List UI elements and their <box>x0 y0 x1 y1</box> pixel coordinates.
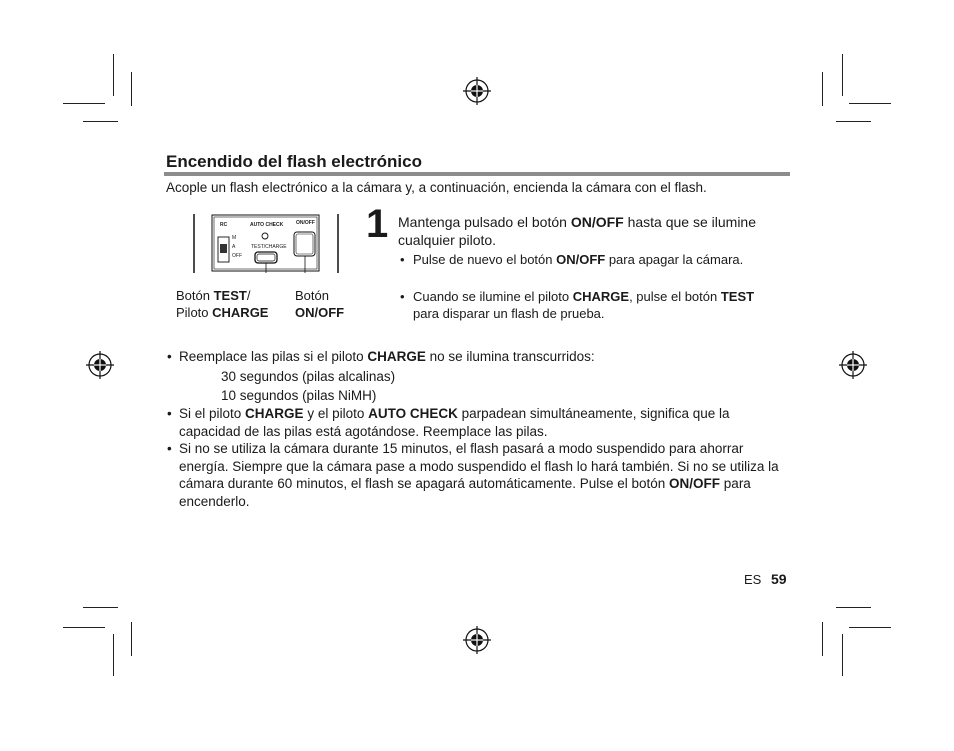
panel-switch-opt-a: A <box>232 244 236 250</box>
footer-lang: ES <box>744 572 762 587</box>
crop-mark-tr-v2 <box>822 72 823 106</box>
step-bullet: • Cuando se ilumine el piloto CHARGE, pulse el botón TEST para disparar un flash de prueba. <box>400 289 755 321</box>
crop-mark-br-v2 <box>842 634 843 676</box>
panel-onoff-label: ON/OFF <box>296 220 315 226</box>
crop-mark-br-v1 <box>822 622 823 656</box>
note-item: • Reemplace las pilas si el piloto CHARGE no se ilumina transcurridos: <box>167 349 595 364</box>
registration-mark-icon-right <box>838 350 868 380</box>
note-subline: 30 segundos (pilas alcalinas) <box>221 369 396 384</box>
section-title: Encendido del flash electrónico <box>166 152 422 171</box>
page-number: 59 <box>771 571 787 587</box>
note-item: • Si no se utiliza la cámara durante 15 minutos, el flash pasará a modo suspendido para ahorrar energía. Siempre que la cámara pase a modo suspendido el flash lo hará también. Si no se utiliza la cámara durante 60 minutos, el flash se apagará automáticamente. Pulse el botón ON/OFF para encenderlo. <box>167 441 779 509</box>
panel-test-label: TEST/CHARGE <box>251 244 287 250</box>
registration-mark-icon-bottom <box>462 625 492 655</box>
registration-mark-icon-left <box>85 350 115 380</box>
crop-mark-bl-h2 <box>63 627 105 628</box>
panel-auto-check-label: AUTO CHECK <box>250 222 284 228</box>
crop-mark-br-h2 <box>849 627 891 628</box>
panel-switch-opt-off: OFF <box>232 253 242 259</box>
note-subline: 10 segundos (pilas NiMH) <box>221 388 377 403</box>
crop-mark-tl-v1 <box>113 54 114 96</box>
title-rule <box>164 172 790 176</box>
crop-mark-tr-v1 <box>842 54 843 96</box>
panel-switch-opt-m: M <box>232 235 237 241</box>
caption-onoff: Botón ON/OFF <box>295 288 345 320</box>
flash-control-panel-illustration <box>193 213 340 273</box>
crop-mark-tl-h2 <box>83 121 118 122</box>
crop-mark-tl-v2 <box>131 72 132 106</box>
note-item: • Si el piloto CHARGE y el piloto AUTO CHECK parpadean simultáneamente, significa que la capacidad de las pilas está agotándose. Reemplace las pilas. <box>167 406 730 439</box>
panel-rc-label: RC <box>220 222 228 228</box>
step-instruction: Mantenga pulsado el botón ON/OFF hasta que se ilumine cualquier piloto. <box>398 214 757 248</box>
caption-test-charge: Botón TEST/ Piloto CHARGE <box>176 288 269 320</box>
registration-mark-icon-top <box>462 76 492 106</box>
crop-mark-bl-h1 <box>83 607 118 608</box>
crop-mark-tl-h1 <box>63 103 105 104</box>
crop-mark-bl-v1 <box>131 622 132 656</box>
intro-text: Acople un flash electrónico a la cámara y, a continuación, encienda la cámara con el flash. <box>166 180 707 195</box>
step-bullet: • Pulse de nuevo el botón ON/OFF para apagar la cámara. <box>400 252 744 267</box>
crop-mark-br-h1 <box>836 607 871 608</box>
crop-mark-tr-h1 <box>849 103 891 104</box>
crop-mark-bl-v2 <box>113 634 114 676</box>
crop-mark-tr-h2 <box>836 121 871 122</box>
step-number: 1 <box>366 202 389 246</box>
